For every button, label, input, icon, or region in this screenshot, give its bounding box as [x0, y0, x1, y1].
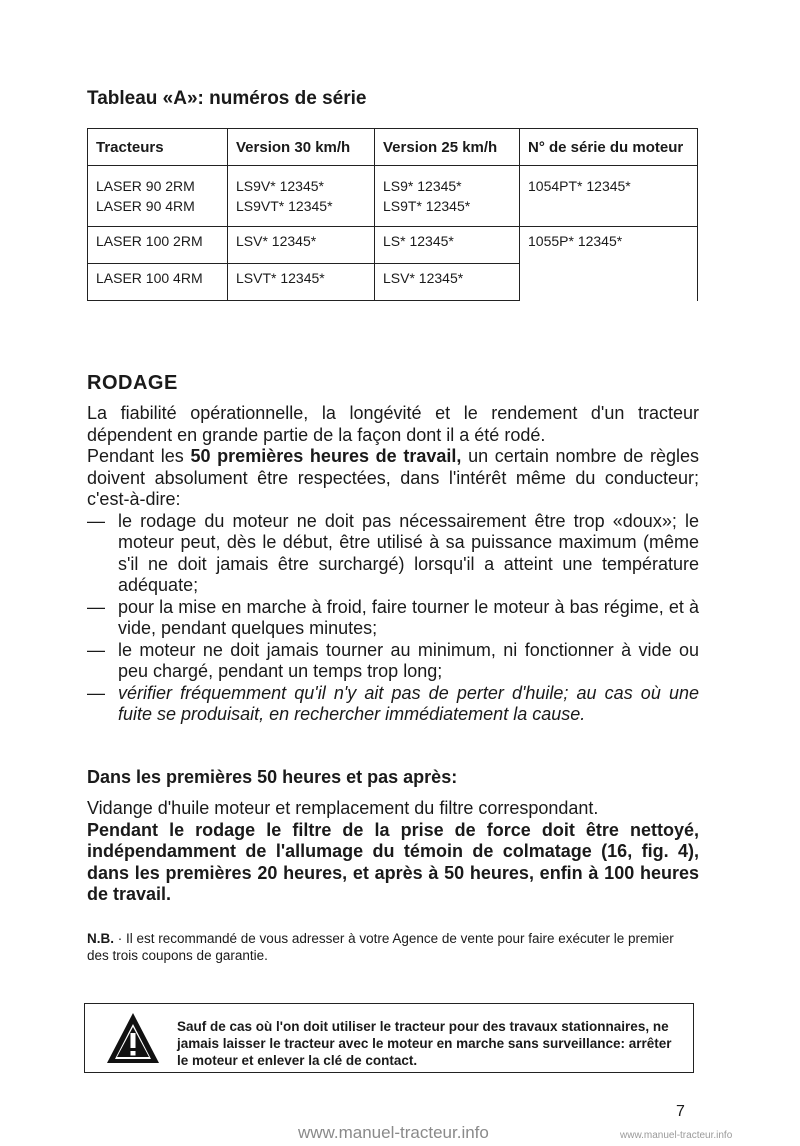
cell-line: LS9V* 12345*	[236, 178, 324, 194]
cell-v30: LSV* 12345*	[228, 227, 375, 264]
serial-number-table	[87, 128, 698, 301]
cell-engine: 1055P* 12345*	[520, 227, 698, 301]
cell-line: LASER 90 2RM	[96, 178, 195, 194]
cell-v30	[228, 166, 375, 227]
page-number: 7	[676, 1103, 685, 1120]
cell-line: LS9T* 12345*	[383, 198, 471, 214]
cell-tracteurs	[88, 166, 228, 227]
cell-v25: LSV* 12345*	[375, 264, 520, 301]
first-50-hours-body	[87, 798, 699, 906]
warning-text: Sauf de cas où l'on doit utiliser le tracteur pour des travaux stationnaires, ne jamais laisser le tracteur avec le moteur en marche sans surveillance: arrêter le moteur et enlever la clé de contact.	[177, 1019, 672, 1068]
cell-tracteurs: LASER 100 4RM	[88, 264, 228, 301]
cell-v30: LSVT* 12345*	[228, 264, 375, 301]
first-50-bold-paragraph: Pendant le rodage le filtre de la prise de force doit être nettoyé, indépendamment de l'allumage du témoin de colmatage (16, fig. 4), dans les premières 20 heures, et après à 50 heures, enfin à 100 heures de travail.	[87, 819, 699, 904]
cell-v25	[375, 166, 520, 227]
italic-run: vérifier fréquemment qu'il n'y ait pas de perter d'huile; au cas où	[118, 682, 661, 703]
table-title: Tableau «A»: numéros de série	[87, 88, 367, 109]
cell-line: LS9* 12345*	[383, 178, 462, 194]
nb-text: · Il est recommandé de vous adresser à votre Agence de vente pour faire exécuter le premier des trois coupons de garantie.	[87, 931, 674, 963]
list-item: — le moteur ne doit jamais tourner au minimum, ni fonctionner à vide ou peu chargé, pendant un temps trop long;	[87, 640, 699, 683]
header-version-25: Version 25 km/h	[375, 129, 520, 166]
text-run: Pendant les	[87, 446, 191, 466]
cell-line: 1054PT* 12345*	[528, 178, 631, 194]
cell-engine	[520, 166, 698, 227]
cell-line: LS9VT* 12345*	[236, 198, 333, 214]
nb-note	[87, 930, 699, 964]
table-row	[88, 227, 698, 264]
header-version-30: Version 30 km/h	[228, 129, 375, 166]
rodage-rules-list	[87, 511, 699, 726]
list-item: — pour la mise en marche à froid, faire tourner le moteur à bas régime, et à vide, pendant quelques minutes;	[87, 597, 699, 640]
text-run: un certain nombre de règles doivent absolument être respectées, dans l'intérêt même du conducteur; c'est-à-dire:	[87, 446, 699, 509]
rodage-body	[87, 403, 699, 726]
header-tracteurs: Tracteurs	[88, 129, 228, 166]
table-header-row	[88, 129, 698, 166]
table-row	[88, 166, 698, 227]
cell-line: LASER 90 4RM	[96, 198, 195, 214]
first-50-hours-heading: Dans les premières 50 heures et pas après:	[87, 767, 458, 787]
nb-label: N.B.	[87, 931, 114, 946]
list-item: — le rodage du moteur ne doit pas nécessairement être trop «doux»; le moteur peut, dès le début, être utilisé à sa puissance maximum (même s'il ne doit jamais être surchargé) lorsqu'il a atteint une température adéquate;	[87, 511, 699, 597]
list-item	[87, 683, 699, 726]
header-engine-serial: N° de série du moteur	[520, 129, 698, 166]
bold-run: 50 premières heures de travail,	[190, 446, 462, 466]
rodage-paragraph-2	[87, 446, 699, 511]
cell-tracteurs: LASER 100 2RM	[88, 227, 228, 264]
first-50-line: Vidange d'huile moteur et remplacement du filtre correspondant.	[87, 798, 599, 818]
warning-box	[84, 1003, 694, 1073]
rodage-paragraph-1: La fiabilité opérationnelle, la longévité et le rendement d'un tracteur dépendent en grande partie de la façon dont il a été rodé.	[87, 403, 699, 445]
text-run: une fuite se produisait, en rechercher immédiatement la cause.	[118, 682, 699, 724]
rodage-heading: RODAGE	[87, 372, 178, 394]
watermark: www.manuel-tracteur.info	[298, 1123, 489, 1142]
watermark-small: www.manuel-tracteur.info	[620, 1130, 733, 1141]
warning-triangle-icon	[105, 1010, 161, 1066]
cell-v25: LS* 12345*	[375, 227, 520, 264]
